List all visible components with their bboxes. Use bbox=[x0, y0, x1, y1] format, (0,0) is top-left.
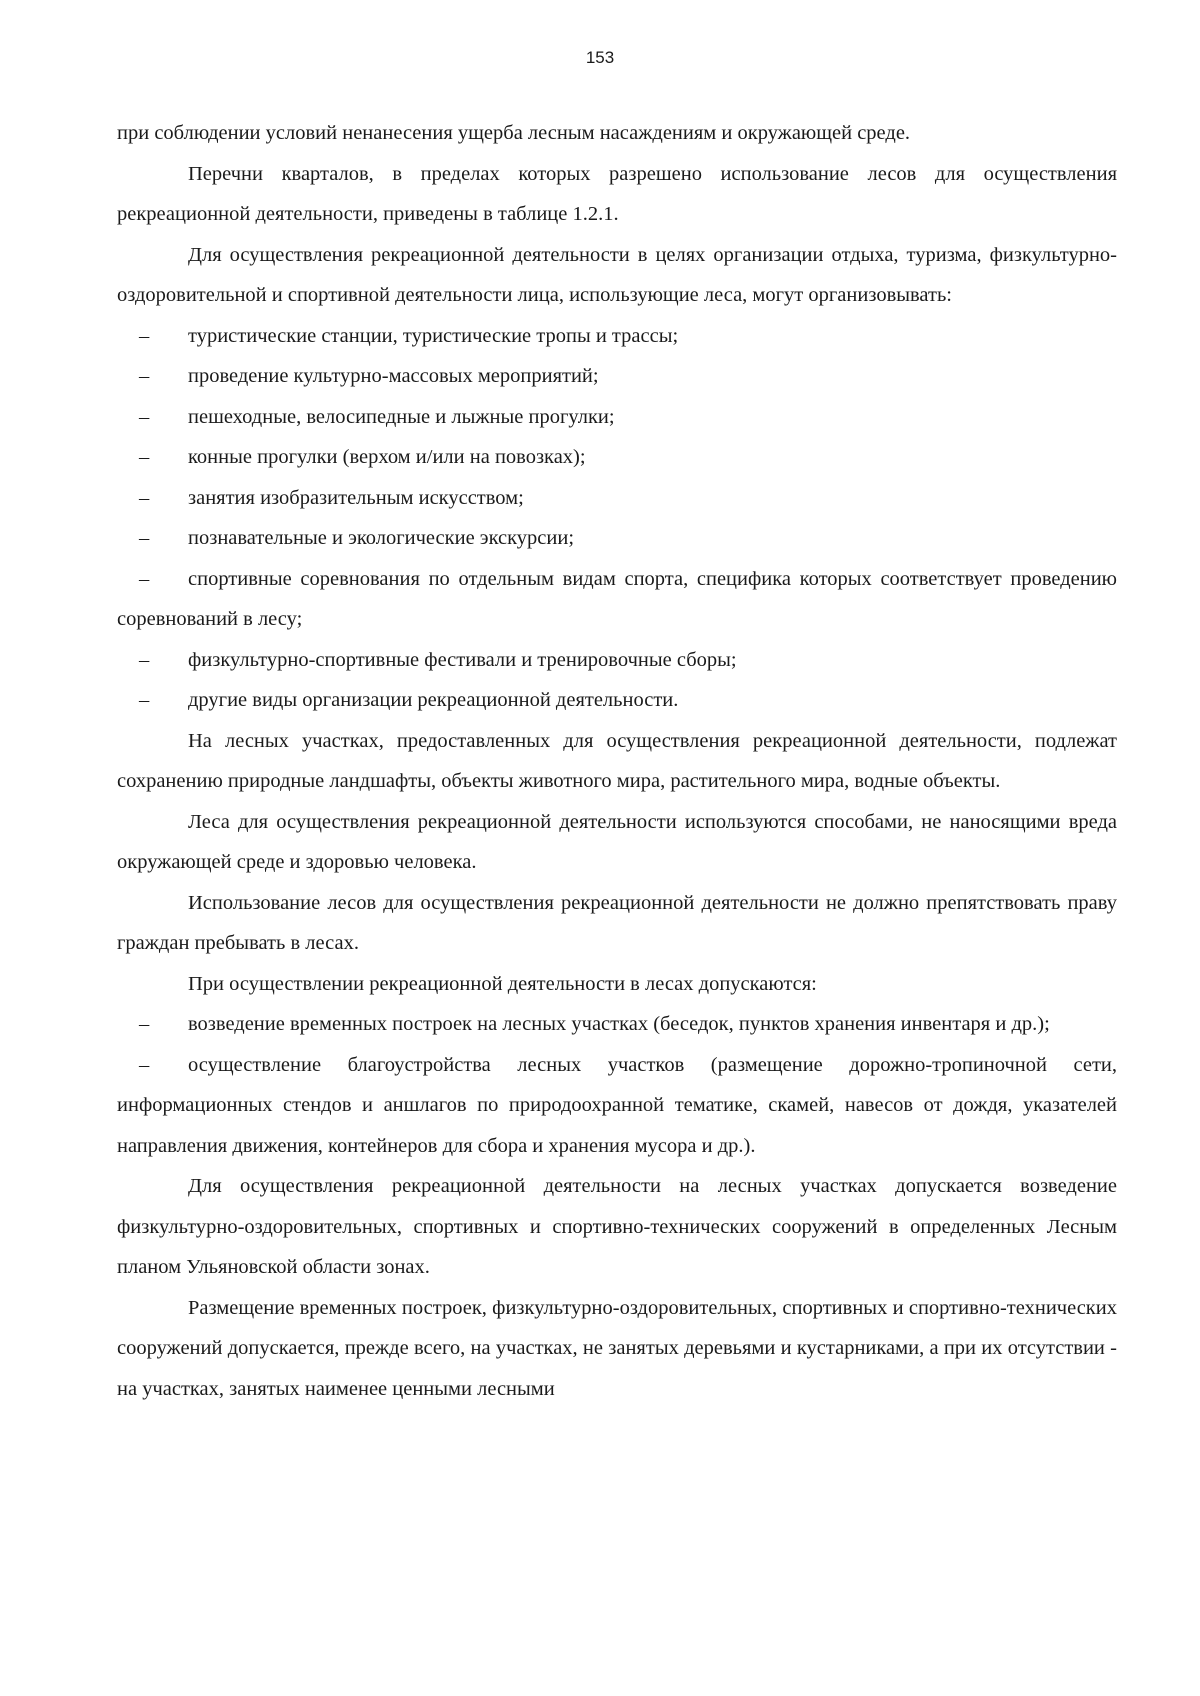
list-item bbox=[117, 518, 1117, 559]
dash-marker: – bbox=[139, 648, 150, 671]
dash-marker: – bbox=[139, 365, 150, 387]
paragraph-quarters-list: Перечни кварталов, в пределах которых разрешено использование лесов для осуществления рекреационной деятельности, приведены в таблице 1.2.1. bbox=[117, 162, 1117, 225]
list-item bbox=[117, 680, 1117, 721]
paragraph-landscape-preservation: На лесных участках, предоставленных для осуществления рекреационной деятельности, подлежат сохранению природные ландшафты, объекты животного мира, растительного мира, водные объекты. bbox=[117, 729, 1117, 792]
dash-marker: – bbox=[139, 405, 150, 428]
list-item bbox=[117, 356, 1117, 397]
list-item-text: познавательные и экологические экскурсии; bbox=[188, 527, 575, 549]
list-item bbox=[117, 559, 1117, 640]
dash-marker: – bbox=[139, 567, 150, 590]
paragraph-continuation: при соблюдении условий ненанесения ущерба лесным насаждениям и окружающей среде. bbox=[117, 122, 911, 144]
list-item-text: осуществление благоустройства лесных участков (размещение дорожно-тропиночной сети, информационных стендов и аншлагов по природоохранной тематике, скамей, навесов от дождя, указателей направления движения, контейнеров для сбора и хранения мусора и др.). bbox=[117, 1053, 1117, 1157]
dash-marker: – bbox=[139, 446, 150, 468]
paragraph-citizen-rights: Использование лесов для осуществления рекреационной деятельности не должно препятствовать праву граждан пребывать в лесах. bbox=[117, 891, 1117, 954]
list-item bbox=[117, 1004, 1117, 1045]
dash-marker: – bbox=[139, 527, 150, 549]
dash-marker: – bbox=[139, 1053, 150, 1076]
list-item-text: спортивные соревнования по отдельным видам спорта, специфика которых соответствует проведению соревнований в лесу; bbox=[117, 567, 1117, 630]
paragraph-recreation-intro: Для осуществления рекреационной деятельности в целях организации отдыха, туризма, физкультурно-оздоровительной и спортивной деятельности лица, использующие леса, могут организовывать: bbox=[117, 243, 1117, 306]
list-item-text: туристические станции, туристические тропы и трассы; bbox=[188, 324, 679, 347]
list-item bbox=[117, 397, 1117, 438]
paragraph-allowed-intro: При осуществлении рекреационной деятельности в лесах допускаются: bbox=[188, 972, 817, 995]
dash-marker: – bbox=[139, 689, 150, 711]
list-item-text: возведение временных построек на лесных участках (беседок, пунктов хранения инвентаря и др.); bbox=[188, 1013, 1050, 1035]
document-body bbox=[117, 113, 1117, 1409]
list-item-text: занятия изобразительным искусством; bbox=[188, 486, 524, 509]
dash-marker: – bbox=[139, 486, 150, 509]
list-item-text: конные прогулки (верхом и/или на повозках); bbox=[188, 446, 586, 468]
paragraph-temporary-buildings: Размещение временных построек, физкультурно-оздоровительных, спортивных и спортивно-технических сооружений допускается, прежде всего, на участках, не занятых деревьями и кустарниками, а при их отсутствии - на участках, занятых наименее ценными лесными bbox=[117, 1296, 1117, 1400]
list-item-text: пешеходные, велосипедные и лыжные прогулки; bbox=[188, 405, 615, 428]
list-item bbox=[117, 640, 1117, 681]
list-item bbox=[117, 1045, 1117, 1167]
paragraph-sports-facilities: Для осуществления рекреационной деятельности на лесных участках допускается возведение физкультурно-оздоровительных, спортивных и спортивно-технических сооружений в определенных Лесным планом Ульяновской области зонах. bbox=[117, 1175, 1117, 1278]
list-item-text: физкультурно-спортивные фестивали и тренировочные сборы; bbox=[188, 648, 737, 671]
dash-marker: – bbox=[139, 324, 150, 347]
dash-marker: – bbox=[139, 1013, 150, 1035]
paragraph-harmless-methods: Леса для осуществления рекреационной деятельности используются способами, не наносящими вреда окружающей среде и здоровью человека. bbox=[117, 810, 1117, 873]
list-item bbox=[117, 478, 1117, 519]
list-item bbox=[117, 437, 1117, 478]
list-item-text: другие виды организации рекреационной деятельности. bbox=[188, 689, 679, 711]
list-item-text: проведение культурно-массовых мероприятий; bbox=[188, 365, 599, 387]
page-number: 153 bbox=[585, 48, 615, 67]
list-item bbox=[117, 316, 1117, 357]
